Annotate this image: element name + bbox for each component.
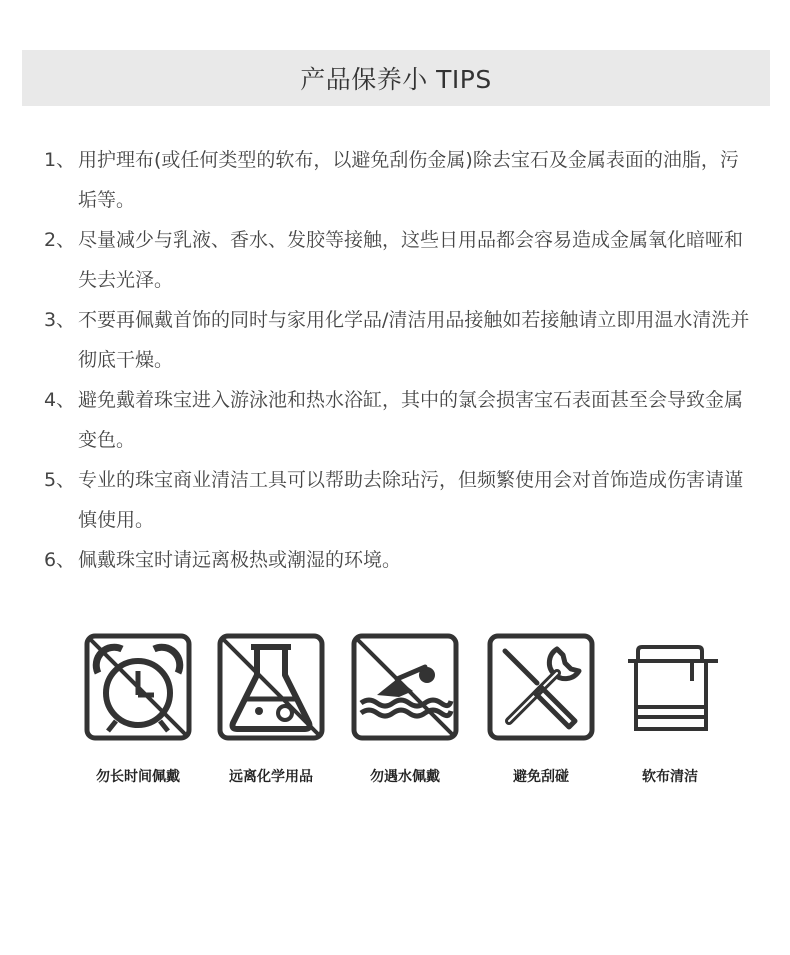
tip-text: 用护理布(或任何类型的软布，以避免刮伤金属)除去宝石及金属表面的油脂，污垢等。 [78, 149, 739, 211]
tip-number: 5、 [44, 469, 76, 491]
tip-item [44, 540, 754, 580]
care-icons-row [0, 633, 790, 793]
tip-number: 2、 [44, 229, 76, 251]
tip-number: 1、 [44, 149, 76, 171]
tip-number: 4、 [44, 389, 76, 411]
page-title: 产品保养小 TIPS [300, 65, 492, 94]
tip-text: 专业的珠宝商业清洁工具可以帮助去除玷污，但频繁使用会对首饰造成伤害请谨慎使用。 [78, 469, 744, 531]
care-icon-item [345, 633, 465, 786]
care-icon-item [481, 633, 601, 786]
tools-icon [487, 633, 595, 741]
tip-item [44, 380, 754, 460]
swimming-icon [351, 633, 459, 741]
tip-text: 避免戴着珠宝进入游泳池和热水浴缸，其中的氯会损害宝石表面甚至会导致金属变色。 [78, 389, 744, 451]
tip-item [44, 220, 754, 300]
tip-item [44, 300, 754, 380]
care-icon-label: 勿遇水佩戴 [370, 769, 440, 785]
tip-item [44, 140, 754, 220]
towel-icon [616, 633, 724, 741]
tip-number: 6、 [44, 549, 76, 571]
tip-item [44, 460, 754, 540]
tip-text: 不要再佩戴首饰的同时与家用化学品/清洁用品接触如若接触请立即用温水清洗并彻底干燥。 [78, 309, 750, 371]
care-icon-label: 避免刮碰 [513, 769, 569, 785]
care-icon-label: 远离化学用品 [229, 769, 313, 785]
chemical-flask-icon [217, 633, 325, 741]
header-band [22, 50, 770, 106]
tip-text: 尽量减少与乳液、香水、发胶等接触，这些日用品都会容易造成金属氧化暗哑和失去光泽。 [78, 229, 744, 291]
care-icon-item [211, 633, 331, 786]
care-icon-label: 勿长时间佩戴 [96, 769, 180, 785]
care-icon-item [610, 633, 730, 786]
alarm-clock-icon [84, 633, 192, 741]
tip-number: 3、 [44, 309, 76, 331]
care-icon-item [78, 633, 198, 786]
tips-list [44, 140, 754, 580]
tip-text: 佩戴珠宝时请远离极热或潮湿的环境。 [78, 549, 402, 571]
care-icon-label: 软布清洁 [642, 769, 698, 785]
